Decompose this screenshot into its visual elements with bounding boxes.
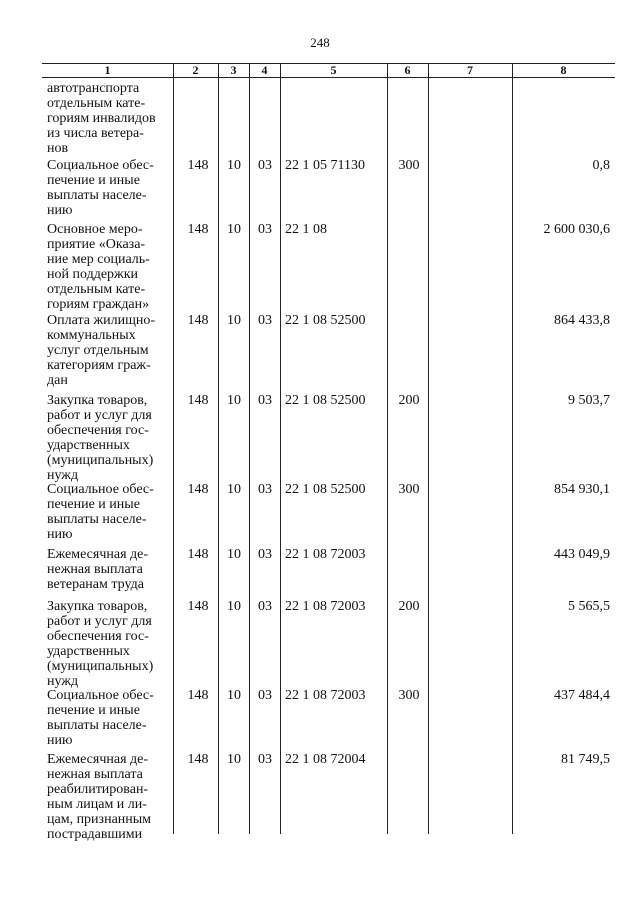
- cell-c3: 10: [227, 599, 241, 614]
- row-name-line: выплаты населе-: [47, 718, 147, 733]
- column-divider: [428, 63, 429, 834]
- column-divider: [218, 63, 219, 834]
- cell-c4: 03: [258, 599, 272, 614]
- row-name-line: (муниципальных): [47, 659, 154, 674]
- row-name-line: Социальное обес-: [47, 158, 154, 173]
- column-divider: [512, 63, 513, 834]
- cell-c6: 200: [398, 393, 420, 408]
- row-name-line: Основное меро-: [47, 222, 143, 237]
- row-name: [47, 599, 175, 689]
- column-header: 7: [467, 63, 473, 77]
- row-name: [47, 158, 175, 218]
- row-name-line: ным лицам и ли-: [47, 797, 147, 812]
- cell-c8: 2 600 030,6: [543, 222, 610, 237]
- row-name-line: нужд: [47, 674, 79, 689]
- row-name-line: нию: [47, 527, 73, 542]
- column-header: 4: [261, 63, 268, 77]
- cell-c4: 03: [258, 222, 272, 237]
- column-header: 8: [560, 63, 567, 77]
- cell-c5: 22 1 08 52500: [285, 482, 366, 497]
- row-name: [47, 81, 175, 156]
- row-name-line: реабилитирован-: [47, 782, 149, 797]
- column-header: 5: [330, 63, 337, 77]
- cell-c3: 10: [227, 482, 241, 497]
- row-name: [47, 222, 175, 312]
- cell-c8: 443 049,9: [554, 547, 610, 562]
- row-name-line: Социальное обес-: [47, 688, 154, 703]
- row-name-line: ударственных: [47, 438, 130, 453]
- row-name-line: ной поддержки: [47, 267, 138, 282]
- row-name-line: коммунальных: [47, 328, 136, 343]
- cell-c2: 148: [187, 482, 209, 497]
- row-name: [47, 482, 175, 542]
- row-name-line: работ и услуг для: [47, 408, 152, 423]
- row-name-line: выплаты населе-: [47, 188, 147, 203]
- column-divider: [249, 63, 250, 834]
- row-name-line: автотранспорта: [47, 81, 140, 96]
- cell-c8: 864 433,8: [554, 313, 610, 328]
- row-name-line: из числа ветера-: [47, 126, 144, 141]
- cell-c2: 148: [187, 547, 209, 562]
- page-number: 248: [310, 35, 330, 50]
- column-header: 3: [230, 63, 237, 77]
- row-name-line: ударственных: [47, 644, 130, 659]
- row-name-line: гориям инвалидов: [47, 111, 156, 126]
- cell-c8: 9 503,7: [568, 393, 610, 408]
- row-name-line: пострадавшими: [47, 827, 143, 842]
- row-name: [47, 393, 175, 483]
- cell-c3: 10: [227, 752, 241, 767]
- row-name-line: категориям граж-: [47, 358, 151, 373]
- row-name-line: ветеранам труда: [47, 577, 144, 592]
- budget-table: [42, 63, 615, 842]
- cell-c5: 22 1 08 72003: [285, 547, 366, 562]
- row-name-line: печение и иные: [47, 497, 140, 512]
- row-name-line: печение и иные: [47, 703, 140, 718]
- row-name: [47, 752, 175, 842]
- cell-c6: 200: [398, 599, 420, 614]
- cell-c4: 03: [258, 393, 272, 408]
- cell-c2: 148: [187, 752, 209, 767]
- row-name-line: дан: [47, 373, 68, 388]
- cell-c2: 148: [187, 313, 209, 328]
- cell-c5: 22 1 08 72004: [285, 752, 366, 767]
- cell-c8: 81 749,5: [561, 752, 610, 767]
- cell-c4: 03: [258, 688, 272, 703]
- cell-c5: 22 1 08 52500: [285, 313, 366, 328]
- row-name: [47, 313, 175, 388]
- cell-c8: 0,8: [592, 158, 610, 173]
- cell-c4: 03: [258, 158, 272, 173]
- cell-c4: 03: [258, 313, 272, 328]
- cell-c4: 03: [258, 547, 272, 562]
- row-name-line: Закупка товаров,: [47, 599, 148, 614]
- cell-c3: 10: [227, 547, 241, 562]
- cell-c6: 300: [398, 158, 420, 173]
- row-name-line: гориям граждан»: [47, 297, 150, 312]
- row-name: [47, 688, 175, 748]
- row-name-line: услуг отдельным: [47, 343, 149, 358]
- column-header: 1: [104, 63, 111, 77]
- row-name-line: обеспечения гос-: [47, 423, 149, 438]
- column-divider: [387, 63, 388, 834]
- cell-c3: 10: [227, 688, 241, 703]
- cell-c4: 03: [258, 482, 272, 497]
- column-divider: [280, 63, 281, 834]
- row-name-line: Ежемесячная де-: [47, 752, 149, 767]
- row-name-line: нию: [47, 203, 73, 218]
- row-name-line: нужд: [47, 468, 79, 483]
- row-name-line: (муниципальных): [47, 453, 154, 468]
- cell-c8: 5 565,5: [568, 599, 610, 614]
- row-name-line: выплаты населе-: [47, 512, 147, 527]
- cell-c3: 10: [227, 158, 241, 173]
- cell-c6: 300: [398, 688, 420, 703]
- cell-c5: 22 1 05 71130: [285, 158, 365, 173]
- cell-c5: 22 1 08 72003: [285, 599, 366, 614]
- column-header: 6: [404, 63, 411, 77]
- row-name-line: Социальное обес-: [47, 482, 154, 497]
- row-name-line: ние мер социаль-: [47, 252, 150, 267]
- cell-c6: 300: [398, 482, 420, 497]
- column-header: 2: [192, 63, 199, 77]
- cell-c3: 10: [227, 313, 241, 328]
- cell-c5: 22 1 08 72003: [285, 688, 366, 703]
- cell-c2: 148: [187, 158, 209, 173]
- row-name-line: работ и услуг для: [47, 614, 152, 629]
- row-name-line: нию: [47, 733, 73, 748]
- cell-c2: 148: [187, 599, 209, 614]
- cell-c2: 148: [187, 393, 209, 408]
- row-name-line: обеспечения гос-: [47, 629, 149, 644]
- row-name-line: нежная выплата: [47, 767, 143, 782]
- cell-c2: 148: [187, 688, 209, 703]
- row-name-line: Закупка товаров,: [47, 393, 148, 408]
- cell-c8: 437 484,4: [554, 688, 610, 703]
- cell-c8: 854 930,1: [554, 482, 610, 497]
- cell-c2: 148: [187, 222, 209, 237]
- row-name-line: Оплата жилищно-: [47, 313, 156, 328]
- row-name-line: печение и иные: [47, 173, 140, 188]
- row-name-line: приятие «Оказа-: [47, 237, 146, 252]
- row-name-line: Ежемесячная де-: [47, 547, 149, 562]
- cell-c4: 03: [258, 752, 272, 767]
- row-name-line: нов: [47, 141, 69, 156]
- table-header-rule: [42, 77, 615, 78]
- cell-c3: 10: [227, 222, 241, 237]
- row-name-line: отдельным катe-: [47, 96, 146, 111]
- cell-c5: 22 1 08 52500: [285, 393, 366, 408]
- row-name-line: цам, признанным: [47, 812, 152, 827]
- cell-c3: 10: [227, 393, 241, 408]
- row-name-line: отдельным кате-: [47, 282, 146, 297]
- row-name-line: нежная выплата: [47, 562, 143, 577]
- row-name: [47, 547, 175, 592]
- cell-c5: 22 1 08: [285, 222, 327, 237]
